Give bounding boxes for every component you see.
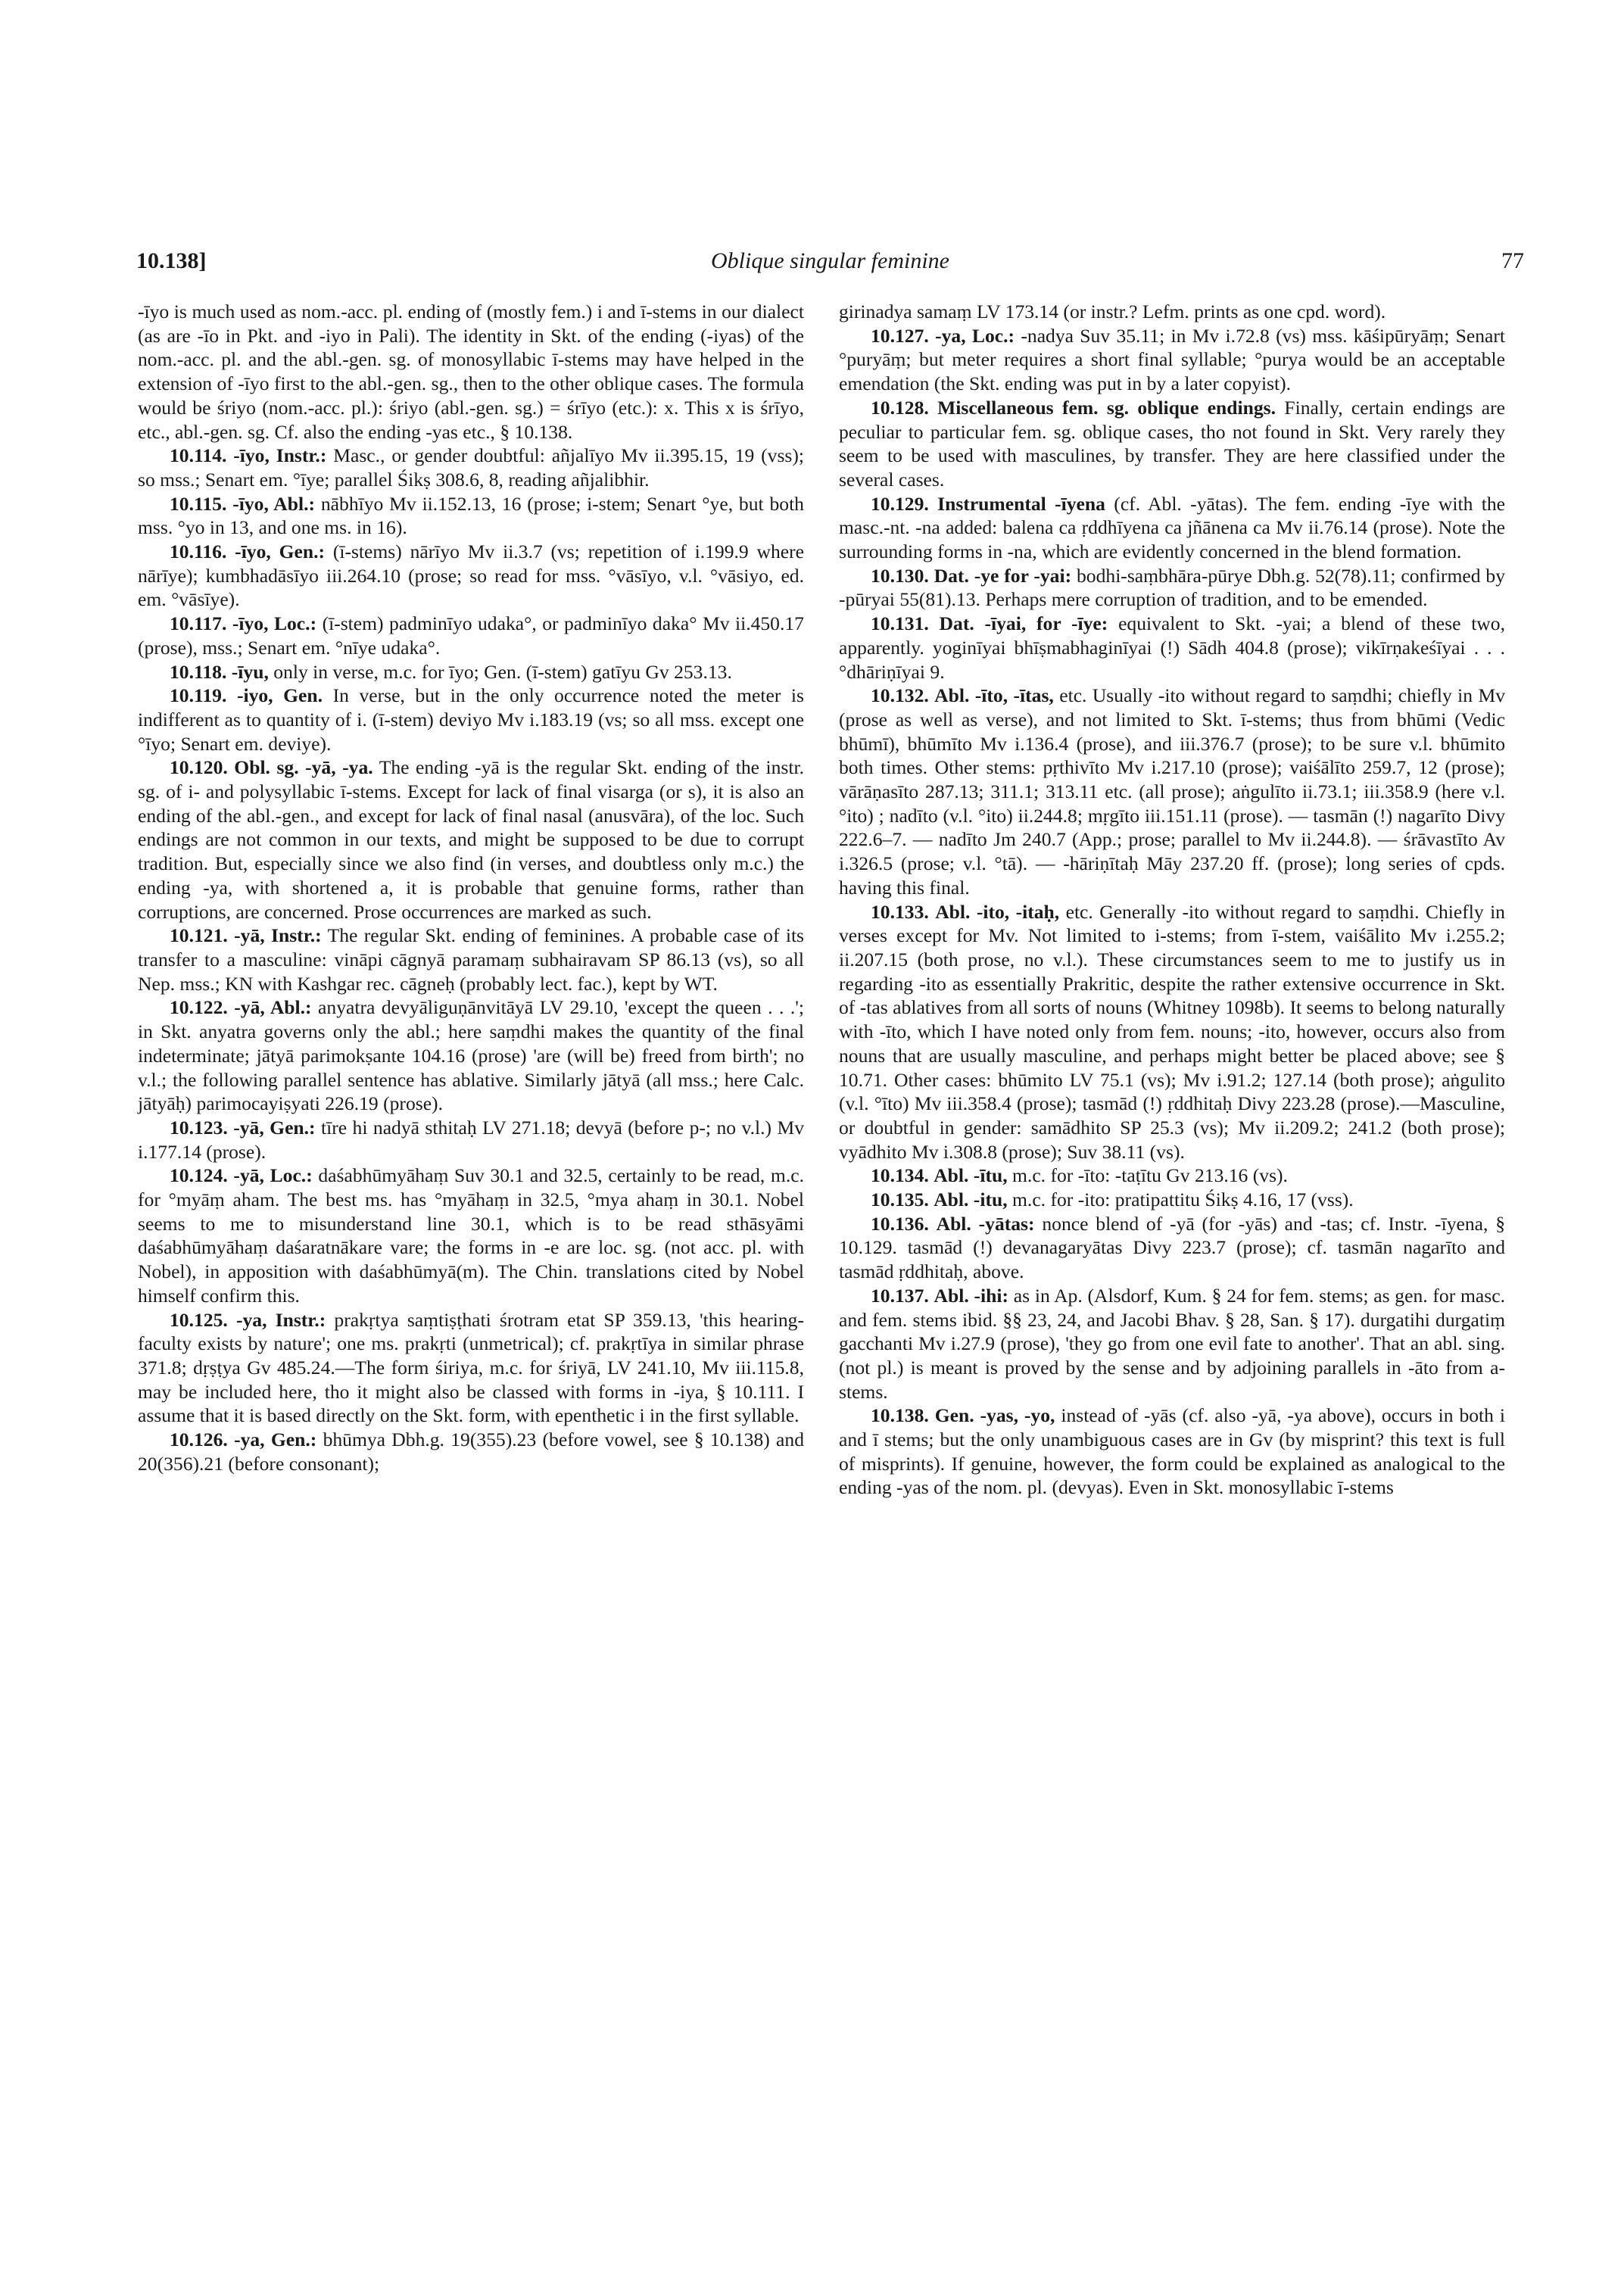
section-heading: Obl. sg. -yā, -ya. xyxy=(234,756,373,779)
running-title: Oblique singular feminine xyxy=(711,248,949,273)
paragraph-10-134 xyxy=(839,1164,1505,1188)
section-text: Masc., or gender doubtful: añjalīyo Mv ii.395.15, 19 (vss); so mss.; Senart em. °īye; parallel Śikṣ 308.6, 8, reading añjalibhir. xyxy=(138,444,805,491)
section-heading: Abl. -ihi: xyxy=(934,1284,1009,1307)
paragraph-10-122 xyxy=(138,995,804,1116)
section-text: -īyo is much used as nom.-acc. pl. ending of (mostly fem.) i and ī-stems in our dialect (as are -īo in Pkt. and -iyo in Pali). The identity in Skt. of the ending (-iyas) of the nom.-acc. pl. and the abl.-gen. sg. of monosyllabic ī-stems may have helped in the extension of -īyo first to the abl.-gen. sg., then to the other oblique cases. The formula would be śriyo (nom.-acc. pl.): śriyo (abl.-gen. sg.) = śrīyo (etc.): x. This x is śrīyo, etc., abl.-gen. sg. Cf. also the ending -yas etc., § 10.138. xyxy=(138,301,804,443)
section-text: The ending -yā is the regular Skt. ending of the instr. sg. of i- and polysyllabic ī-stems. Except for lack of final visarga (or s), it is also an ending of the abl.-gen., and except for lack of final nasal (anusvāra), of the loc. Such endings are not common in our texts, and might be supposed to be due to corrupt tradition. But, especially since we also find (in verses, and doubtless only m.c.) the ending -ya, with shortened a, it is probable that genuine forms, rather than corruptions, are concerned. Prose occurrences are marked as such. xyxy=(138,756,804,923)
section-number: 10.120. xyxy=(170,756,228,779)
section-heading: -yā, Gen.: xyxy=(233,1116,316,1139)
section-number: 10.137. xyxy=(871,1284,929,1307)
section-number: 10.119. xyxy=(170,684,227,707)
section-text: Finally, certain endings are peculiar to particular fem. sg. oblique cases, tho not found in Skt. Very rarely they seem to be used with masculines, by transfer. They are here classified under the several cases. xyxy=(839,396,1505,491)
section-number: 10.117. xyxy=(170,612,227,635)
section-text: m.c. for -īto: -taṭītu Gv 213.16 (vs). xyxy=(1012,1164,1288,1187)
running-header xyxy=(136,248,1524,282)
section-text: tīre hi nadyā sthitaḥ LV 271.18; devyā (before p-; no v.l.) Mv i.177.14 (prose). xyxy=(138,1116,805,1163)
paragraph-10-118 xyxy=(138,660,804,684)
section-heading: Dat. -īyai, for -īye: xyxy=(939,612,1108,635)
section-heading: -īyo, Gen.: xyxy=(235,541,326,563)
section-text: girinadya samaṃ LV 173.14 (or instr.? Lefm. prints as one cpd. word). xyxy=(839,301,1386,322)
section-number: 10.122. xyxy=(170,996,228,1019)
paragraph-10-114 xyxy=(138,444,804,491)
section-text: bodhi-saṃbhāra-pūrye Dbh.g. 52(78).11; confirmed by -pūryai 55(81).13. Perhaps mere corruption of tradition, and to be emended. xyxy=(839,564,1505,611)
section-heading: Abl. -ito, -itaḥ, xyxy=(935,900,1060,923)
paragraph-10-131 xyxy=(839,612,1505,684)
section-number: 10.134. xyxy=(871,1164,929,1187)
paragraph-10-136 xyxy=(839,1212,1505,1284)
section-text: equivalent to Skt. -yai; a blend of these two, apparently. yoginīyai bhīṣmabhaginīyai (!) Sādh 404.8 (prose); vikīrṇakeśīyai . . . °dhāriṇīyai 9. xyxy=(839,612,1505,683)
section-heading: Abl. -itu, xyxy=(934,1189,1008,1211)
paragraph-10-132 xyxy=(839,684,1505,899)
section-number: 10.128. xyxy=(871,396,929,419)
section-number: 10.132. xyxy=(871,684,929,707)
paragraph-10-123 xyxy=(138,1116,804,1164)
section-heading: -ya, Gen.: xyxy=(234,1428,317,1451)
section-text: prakṛtya saṃtiṣṭhati śrotram etat SP 359.13, 'this hearing-faculty exists by nature'; one ms. prakṛti (unmetrical); cf. prakṛtīya in similar phrase 371.8; dṛṣṭya Gv 485.24.—The form śiriya, m.c. for śriyā, LV 241.10, Mv iii.115.8, may be included here, tho it might also be classed with forms in -iya, § 10.111. I assume that it is based directly on the Skt. form, with epenthetic i in the first syllable. xyxy=(138,1308,805,1427)
section-heading: -īyo, Loc.: xyxy=(232,612,317,635)
section-text: In verse, but in the only occurrence noted the meter is indifferent as to quantity of i. (ī-stem) deviyo Mv i.183.19 (vs; so all mss. except one °īyo; Senart em. deviye). xyxy=(138,684,804,755)
section-text: only in verse, m.c. for īyo; Gen. (ī-stem) gatīyu Gv 253.13. xyxy=(273,660,732,683)
section-heading: Miscellaneous fem. sg. oblique endings. xyxy=(937,396,1276,419)
section-heading: -īyu, xyxy=(231,660,269,683)
paragraph-10-128 xyxy=(839,396,1505,492)
paragraph-10-117 xyxy=(138,612,804,659)
paragraph-10-125 xyxy=(138,1308,804,1428)
section-text: nonce blend of -yā (for -yās) and -tas; cf. Instr. -īyena, § 10.129. tasmād (!) devanagaryātas Divy 223.7 (prose); cf. tasmān nagarīto and tasmād ṛddhitaḥ, above. xyxy=(839,1212,1506,1283)
right-column xyxy=(839,300,1505,1500)
section-heading: Instrumental -īyena xyxy=(937,492,1105,515)
section-text: (ī-stem) padminīyo udaka°, or padminīyo daka° Mv ii.450.17 (prose), mss.; Senart em. °nīye udaka°. xyxy=(138,612,804,659)
paragraph-10-119 xyxy=(138,684,804,756)
section-heading: -īyo, Abl.: xyxy=(232,492,316,515)
section-number: 10.130. xyxy=(871,564,929,587)
section-number: 10.129. xyxy=(871,492,929,515)
section-heading: -yā, Abl.: xyxy=(234,996,312,1019)
section-number: 10.133. xyxy=(871,900,929,923)
section-text: The regular Skt. ending of feminines. A probable case of its transfer to a masculine: vināpi cāgnyā paramaṃ subhairavam SP 86.13 (vs), so all Nep. mss.; KN with Kashgar rec. cāgneḥ (probably lect. fac.), kept by WT. xyxy=(138,924,805,995)
section-text: daśabhūmyāhaṃ Suv 30.1 and 32.5, certainly to be read, m.c. for °myāṃ aham. The best ms. has °myāhaṃ in 32.5, °mya ahaṃ in 30.1. Nobel seems to me to misunderstand line 30.1, which is to be read sthāsyāmi daśabhūmyāhaṃ daśaratnākare vare; the forms in -e are loc. sg. (not acc. pl. with Nobel), in apposition with daśabhūmyā(m). The Chin. translations cited by Nobel himself confirm this. xyxy=(138,1164,804,1307)
section-text: (cf. Abl. -yātas). The fem. ending -īye with the masc.-nt. -na added: balena ca ṛddhīyena ca jñānena ca Mv ii.76.14 (prose). Note the surrounding forms in -na, which are evidently concerned in the blend formation. xyxy=(839,492,1506,563)
section-number: 10.136. xyxy=(871,1212,929,1235)
section-number: 10.118. xyxy=(170,660,227,683)
section-number: 10.114. xyxy=(170,444,227,467)
section-number: 10.138. xyxy=(871,1404,929,1427)
section-number: 10.116. xyxy=(170,541,227,563)
section-text: instead of -yās (cf. also -yā, -ya above), occurs in both i and ī stems; but the only unambiguous cases are in Gv (by misprint? this text is full of misprints). If genuine, however, the form could be explained as analogical to the ending -yas of the nom. pl. (devyas). Even in Skt. monosyllabic ī-stems xyxy=(839,1404,1505,1499)
section-heading: -yā, Instr.: xyxy=(234,924,322,947)
section-heading: Abl. -ītu, xyxy=(934,1164,1008,1187)
section-number: 10.127. xyxy=(871,324,929,347)
paragraph-10-120 xyxy=(138,756,804,924)
page-number: 77 xyxy=(1501,248,1524,273)
section-text: etc. Usually -ito without regard to saṃdhi; chiefly in Mv (prose as well as verse), and not limited to Skt. ī-stems; thus from bhūmi (Vedic bhūmī), bhūmīto Mv i.136.4 (prose), and iii.376.7 (prose); to be sure v.l. bhūmito both times. Other stems: pṛthivīto Mv i.217.10 (prose); vaiśālīto 259.7, 12 (prose); vārāṇasīto 287.13; 311.1; 313.11 etc. (all prose); aṅgulīto ii.73.1; iii.358.9 (here v.l. °ito) ; nadīto (v.l. °ito) ii.244.8; mṛgīto iii.151.11 (prose). — tasmān (!) nagarīto Divy 222.6–7. — nadīto Jm 240.7 (App.; prose; parallel to Mv ii.244.8). — śrāvastīto Av i.326.5 (prose; v.l. °tā). — -hāriṇītaḥ Māy 237.20 ff. (prose); long series of cpds. having this final. xyxy=(839,684,1506,899)
paragraph-10-130 xyxy=(839,564,1505,612)
paragraph-10-116 xyxy=(138,540,804,612)
paragraph-10-127 xyxy=(839,324,1505,396)
section-number: 10.125. xyxy=(170,1308,228,1331)
section-text: as in Ap. (Alsdorf, Kum. § 24 for fem. stems; as gen. for masc. and fem. stems ibid. §§ 23, 24, and Jacobi Bhav. § 28, San. § 17). durgatihi durgatiṃ gacchanti Mv i.27.9 (prose), 'they go from one evil fate to another'. That an abl. sing. (not pl.) is meant is proved by the sense and by adjoining parallels in -āto from a-stems. xyxy=(839,1284,1505,1403)
section-heading: -iyo, Gen. xyxy=(236,684,323,707)
paragraph-continuation xyxy=(138,300,804,444)
section-number: 10.123. xyxy=(170,1116,228,1139)
section-heading: Abl. -īto, -ītas, xyxy=(934,684,1054,707)
paragraph-10-121 xyxy=(138,924,804,995)
paragraph-10-133 xyxy=(839,900,1505,1164)
section-text: (ī-stems) nārīyo Mv ii.3.7 (vs; repetition of i.199.9 where nārīye); kumbhadāsīyo iii.264.10 (prose; so read for mss. °vāsīyo, v.l. °vāsiyo, ed. em. °vāsīye). xyxy=(138,541,805,611)
paragraph-10-138 xyxy=(839,1404,1505,1500)
section-number: 10.115. xyxy=(170,492,227,515)
section-number: 10.131. xyxy=(871,612,929,635)
section-heading: Abl. -yātas: xyxy=(936,1212,1035,1235)
section-heading: -yā, Loc.: xyxy=(233,1164,313,1187)
section-text: -nadya Suv 35.11; in Mv i.72.8 (vs) mss. kāśipūryāṃ; Senart °puryāṃ; but meter requires a short final syllable; °purya would be an acceptable emendation (the Skt. ending was put in by a later copyist). xyxy=(839,324,1505,395)
paragraph-continuation xyxy=(839,300,1505,324)
section-number: 10.121. xyxy=(170,924,228,947)
section-number: 10.124. xyxy=(170,1164,228,1187)
section-number: 10.126. xyxy=(170,1428,228,1451)
section-heading: -ya, Loc.: xyxy=(935,324,1015,347)
section-heading: -ya, Instr.: xyxy=(235,1308,326,1331)
paragraph-10-129 xyxy=(839,492,1505,564)
section-heading: Gen. -yas, -yo, xyxy=(934,1404,1055,1427)
section-text: anyatra devyāliguṇānvitāyā LV 29.10, 'except the queen . . .'; in Skt. anyatra governs only the abl.; here saṃdhi makes the quantity of the final indeterminate; jātyā parimokṣante 104.16 (prose) 'are (will be) freed from birth'; no v.l.; the following parallel sentence has ablative. Similarly jātyā (all mss.; here Calc. jātyāḥ) parimocayiṣyati 226.19 (prose). xyxy=(138,996,804,1115)
section-number: 10.135. xyxy=(871,1189,929,1211)
left-column xyxy=(138,300,804,1475)
section-text: m.c. for -ito: pratipattitu Śikṣ 4.16, 17 (vss). xyxy=(1012,1189,1354,1211)
section-text: etc. Generally -ito without regard to saṃdhi. Chiefly in verses except for Mv. Not limited to i-stems; from ī-stem, vaiśālito Mv i.255.2; ii.207.15 (both prose, no v.l.). These circumstances seem to me to justify us in regarding -ito as essentially Prakritic, despite the rather extensive occurrence in Skt. of -tas ablatives from all sorts of nouns (Whitney 1098b). It seems to belong naturally with -īto, which I have noted only from fem. nouns; -ito, however, occurs also from nouns that are usually masculine, and perhaps might better be placed above; see § 10.71. Other cases: bhūmito LV 75.1 (vs); Mv i.91.2; 127.14 (both prose); aṅgulito (v.l. °īto) Mv iii.358.4 (prose); tasmād (!) ṛddhitaḥ Divy 223.28 (prose).—Masculine, or doubtful in gender: samādhito SP 25.3 (vs); Mv ii.209.2; 241.2 (both prose); vyādhito Mv i.308.8 (prose); Suv 38.11 (vs). xyxy=(839,900,1505,1163)
section-heading: Dat. -ye for -yai: xyxy=(934,564,1072,587)
paragraph-10-135 xyxy=(839,1188,1505,1212)
section-text: nābhīyo Mv ii.152.13, 16 (prose; i-stem; Senart °ye, but both mss. °yo in 13, and one ms. in 16). xyxy=(138,492,804,539)
section-reference: 10.138] xyxy=(136,248,207,273)
paragraph-10-115 xyxy=(138,492,804,540)
paragraph-10-126 xyxy=(138,1428,804,1475)
section-text: bhūmya Dbh.g. 19(355).23 (before vowel, see § 10.138) and 20(356).21 (before consonant); xyxy=(138,1428,805,1475)
paragraph-10-124 xyxy=(138,1164,804,1307)
paragraph-10-137 xyxy=(839,1284,1505,1404)
section-heading: -īyo, Instr.: xyxy=(233,444,327,467)
